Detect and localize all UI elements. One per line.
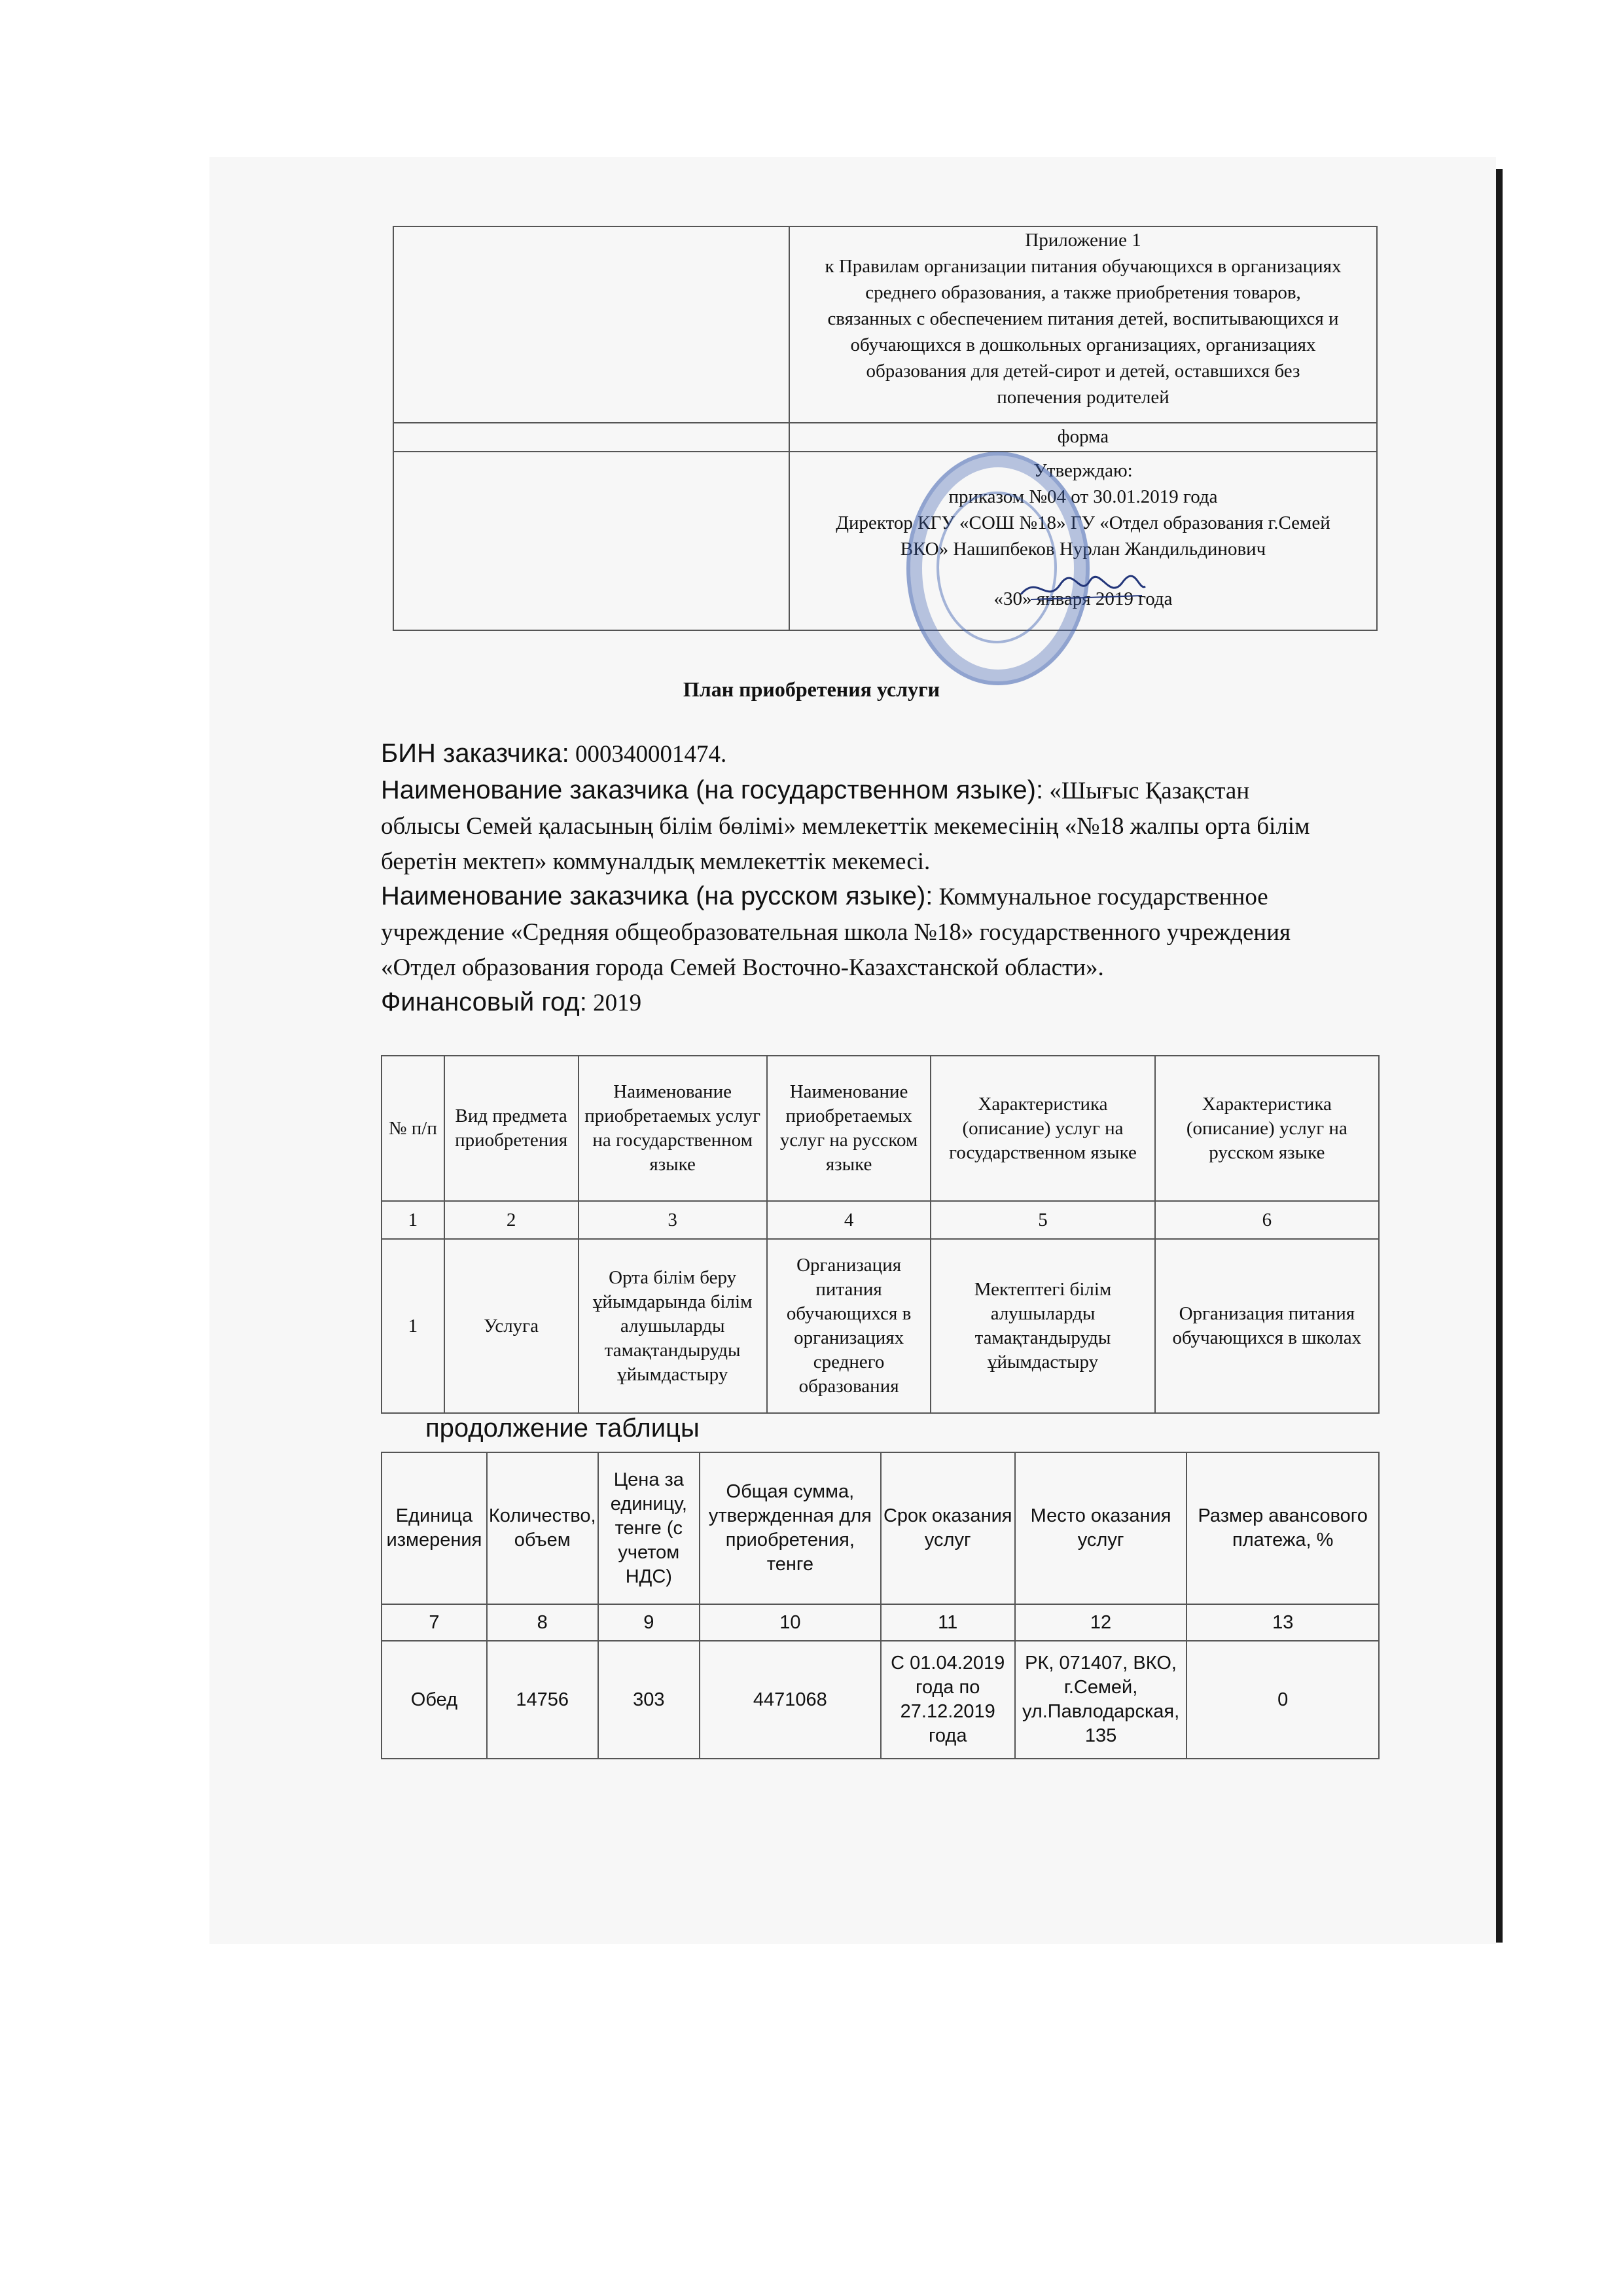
table1-number-6: 6 <box>1155 1201 1379 1239</box>
table2-number-3: 9 <box>598 1604 700 1641</box>
annex-line-1: к Правилам организации питания обучающихся в организациях <box>825 256 1342 277</box>
table2-header-6: Место оказания услуг <box>1015 1452 1187 1604</box>
fin-year-value: 2019 <box>593 990 642 1016</box>
continuation-label: продолжение таблицы <box>425 1414 700 1443</box>
table2-row <box>382 1641 1379 1759</box>
approval-line-1: Утверждаю: <box>1033 460 1133 481</box>
plan-title: План приобретения услуги <box>683 677 940 701</box>
table1-number-3: 3 <box>579 1201 767 1239</box>
signature-image <box>1018 568 1149 607</box>
table1-header-4: Наименование приобретаемых услуг на русском языке <box>767 1056 931 1201</box>
table2-header-2: Количество, объем <box>487 1452 598 1604</box>
table2-header-7: Размер авансового платежа, % <box>1186 1452 1379 1604</box>
table2-cell-2: 14756 <box>487 1641 598 1759</box>
table2-header-3: Цена за единицу, тенге (с учетом НДС) <box>598 1452 700 1604</box>
table1-number-row <box>382 1201 1379 1239</box>
bin-label: БИН заказчика: <box>381 739 569 768</box>
name-ru-line-2: учреждение «Средняя общеобразовательная школа №18» государственного учреждения <box>381 919 1291 946</box>
table1-header-1: № п/п <box>382 1056 444 1201</box>
table1-cell-1: 1 <box>382 1239 444 1413</box>
approval-line-2: приказом №04 от 30.01.2019 года <box>948 486 1218 507</box>
annex-cell <box>789 226 1377 423</box>
annex-line-6: попечения родителей <box>997 387 1169 408</box>
form-label: форма <box>789 423 1377 452</box>
table2-cell-6: РК, 071407, ВКО, г.Семей, ул.Павлодарская, 135 <box>1015 1641 1187 1759</box>
name-ru-line-3: «Отдел образования города Семей Восточно-Казахстанской области». <box>381 954 1104 981</box>
table2-number-2: 8 <box>487 1604 598 1641</box>
approval-empty-cell <box>393 452 789 630</box>
table1-cell-4: Организация питания обучающихся в организациях среднего образования <box>767 1239 931 1413</box>
table2-number-7: 13 <box>1186 1604 1379 1641</box>
services-table-continued <box>381 1452 1380 1759</box>
name-kz-line-1: «Шығыс Қазақстан <box>1049 778 1250 804</box>
table2-number-6: 12 <box>1015 1604 1187 1641</box>
approval-date: «30» января 2019 года <box>993 588 1173 609</box>
header-table <box>393 226 1378 631</box>
fin-year-label: Финансовый год: <box>381 988 587 1016</box>
header-empty-cell <box>393 226 789 423</box>
table2-header-5: Срок оказания услуг <box>881 1452 1015 1604</box>
table2-number-row <box>382 1604 1379 1641</box>
services-table <box>381 1055 1380 1414</box>
table2-cell-7: 0 <box>1186 1641 1379 1759</box>
approval-line-4: ВКО» Нашипбеков Нурлан Жандильдинович <box>900 539 1266 560</box>
table2-cell-5: С 01.04.2019 года по 27.12.2019 года <box>881 1641 1015 1759</box>
annex-line-4: обучающихся в дошкольных организациях, организациях <box>850 334 1316 355</box>
annex-line-5: образования для детей-сирот и детей, оставшихся без <box>866 361 1300 382</box>
name-kz-label: Наименование заказчика (на государственном языке): <box>381 776 1044 804</box>
annex-title: Приложение 1 <box>1025 230 1141 251</box>
table2-number-1: 7 <box>382 1604 487 1641</box>
table1-header-row <box>382 1056 1379 1201</box>
annex-line-2: среднего образования, а также приобретения товаров, <box>865 282 1301 303</box>
scan-edge-line <box>1496 169 1503 1943</box>
table2-number-4: 10 <box>700 1604 881 1641</box>
name-kz-block <box>381 772 1402 880</box>
bin-value: 000340001474. <box>575 741 727 768</box>
table2-header-row <box>382 1452 1379 1604</box>
table1-header-5: Характеристика (описание) услуг на государственном языке <box>931 1056 1154 1201</box>
table1-cell-6: Организация питания обучающихся в школах <box>1155 1239 1379 1413</box>
table2-number-5: 11 <box>881 1604 1015 1641</box>
fin-year-line <box>381 984 1402 1021</box>
name-ru-block <box>381 878 1402 986</box>
table1-header-6: Характеристика (описание) услуг на русском языке <box>1155 1056 1379 1201</box>
table1-cell-2: Услуга <box>444 1239 579 1413</box>
bin-line <box>381 736 1402 772</box>
approval-line-3: Директор КГУ «СОШ №18» ГУ «Отдел образования г.Семей <box>836 512 1330 533</box>
table1-number-1: 1 <box>382 1201 444 1239</box>
table1-header-2: Вид предмета приобретения <box>444 1056 579 1201</box>
name-ru-line-1: Коммунальное государственное <box>938 884 1268 910</box>
table2-cell-1: Обед <box>382 1641 487 1759</box>
table1-cell-3: Орта білім беру ұйымдарында білім алушыларды тамақтандыруды ұйымдастыру <box>579 1239 767 1413</box>
table1-number-4: 4 <box>767 1201 931 1239</box>
table2-header-4: Общая сумма, утвержденная для приобретения, тенге <box>700 1452 881 1604</box>
form-empty-cell <box>393 423 789 452</box>
table1-header-3: Наименование приобретаемых услуг на государственном языке <box>579 1056 767 1201</box>
annex-line-3: связанных с обеспечением питания детей, воспитывающихся и <box>827 308 1339 329</box>
table1-number-2: 2 <box>444 1201 579 1239</box>
stamp-inner-ring <box>936 492 1057 643</box>
name-ru-label: Наименование заказчика (на русском языке): <box>381 882 933 910</box>
table1-row <box>382 1239 1379 1413</box>
table2-cell-3: 303 <box>598 1641 700 1759</box>
table1-number-5: 5 <box>931 1201 1154 1239</box>
table2-cell-4: 4471068 <box>700 1641 881 1759</box>
table2-header-1: Единица измерения <box>382 1452 487 1604</box>
name-kz-line-2: облысы Семей қаласының білім бөлімі» мемлекеттік мекемесінің «№18 жалпы орта білім <box>381 813 1310 840</box>
name-kz-line-3: беретін мектеп» коммуналдық мемлекеттік мекемесі. <box>381 848 931 875</box>
table1-cell-5: Мектептегі білім алушыларды тамақтандыруды ұйымдастыру <box>931 1239 1154 1413</box>
